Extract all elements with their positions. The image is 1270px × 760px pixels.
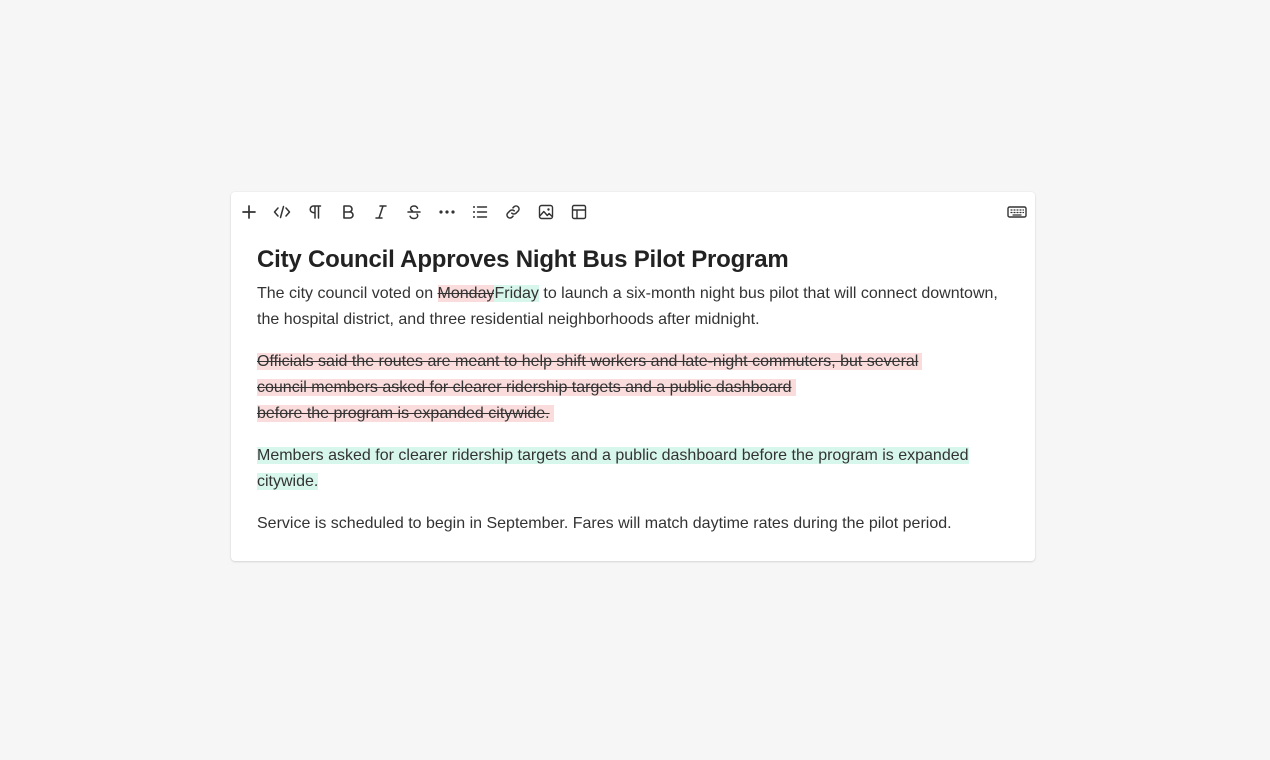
- deleted-line-1: Officials said the routes are meant to help shift workers and late-night commuters, but several: [257, 353, 922, 370]
- deleted-paragraph: [257, 349, 1017, 427]
- table-icon[interactable]: [568, 201, 590, 223]
- inserted-word: Friday: [494, 285, 539, 302]
- deleted-line-3: before the program is expanded citywide.: [257, 405, 554, 422]
- list-icon[interactable]: [469, 201, 491, 223]
- deleted-word: Monday: [437, 285, 495, 302]
- inserted-paragraph-text: Members asked for clearer ridership targets and a public dashboard before the program is expanded citywide.: [257, 447, 969, 490]
- paragraph-intro: [257, 281, 1017, 333]
- bold-icon[interactable]: [337, 201, 359, 223]
- code-icon[interactable]: [271, 201, 293, 223]
- toolbar: [231, 192, 1035, 230]
- strikethrough-icon[interactable]: [403, 201, 425, 223]
- intro-text-before: The city council voted on: [257, 285, 438, 302]
- deleted-line-2: council members asked for clearer ridership targets and a public dashboard: [257, 379, 796, 396]
- document-body[interactable]: [257, 242, 1017, 537]
- paragraph-icon[interactable]: [304, 201, 326, 223]
- image-icon[interactable]: [535, 201, 557, 223]
- more-icon[interactable]: [436, 201, 458, 223]
- link-icon[interactable]: [502, 201, 524, 223]
- keyboard-icon[interactable]: [1006, 201, 1028, 223]
- document-title: City Council Approves Night Bus Pilot Program: [257, 246, 789, 273]
- italic-icon[interactable]: [370, 201, 392, 223]
- inserted-paragraph: [257, 443, 1017, 495]
- intro-text-after: to launch a six-month night bus pilot that will connect downtown, the hospital district, and three residential neighborhoods after midnight.: [257, 285, 998, 328]
- paragraph-service: Service is scheduled to begin in September. Fares will match daytime rates during the pilot period.: [257, 515, 952, 532]
- editor-panel: [231, 192, 1035, 561]
- add-icon[interactable]: [238, 201, 260, 223]
